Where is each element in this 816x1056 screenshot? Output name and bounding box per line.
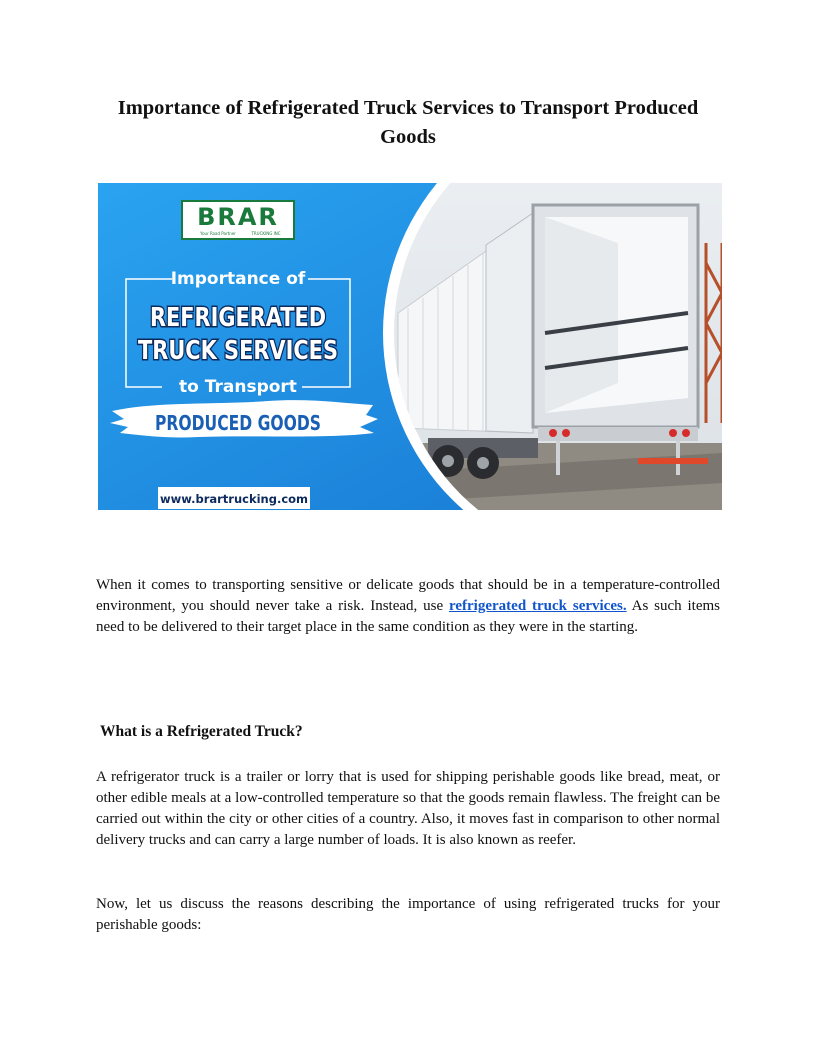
truck-photo [388,183,722,510]
brar-logo [182,201,294,239]
headline-bottom: to Transport [179,377,297,397]
intro-text-end: As such items need to be delivered to their target place in the same condition as they were in the starting. [96,598,720,635]
logo-sub: TRUCKING INC [251,231,281,236]
website-url: www.brartrucking.com [159,492,309,506]
section-followup: Now, let us discuss the reasons describing the importance of using refrigerated trucks for your perishable goods: [96,896,720,933]
intro-paragraph [96,575,720,638]
section-heading: What is a Refrigerated Truck? [100,723,303,740]
document-title: Importance of Refrigerated Truck Services to Transport Produced Goods [117,97,699,148]
intro-text-start: When it comes to transporting sensitive or delicate goods that should be in a temperature-controlled environment, you should never take a risk. Instead, use [96,577,720,614]
headline-main-1: REFRIGERATED [150,303,326,333]
banner-image [98,183,722,510]
headline-badge: PRODUCED GOODS [155,411,321,435]
headline-main-2: TRUCK SERVICES [138,336,338,366]
section-body: A refrigerator truck is a trailer or lorry that is used for shipping perishable goods like bread, meat, or other edible meals at a low-controlled temperature so that the goods remain flawless. The freight can be carried out within the city or other cities of a country. Also, it moves fast in comparison to other normal delivery trucks and can carry a large number of loads. It is also known as reefer. [96,769,720,848]
logo-tagline: Your Road Partner [200,231,236,236]
headline-top: Importance of [170,269,306,289]
logo-brand: BRAR [197,203,279,231]
refrigerated-truck-services-link[interactable]: refrigerated truck services. [448,598,627,614]
